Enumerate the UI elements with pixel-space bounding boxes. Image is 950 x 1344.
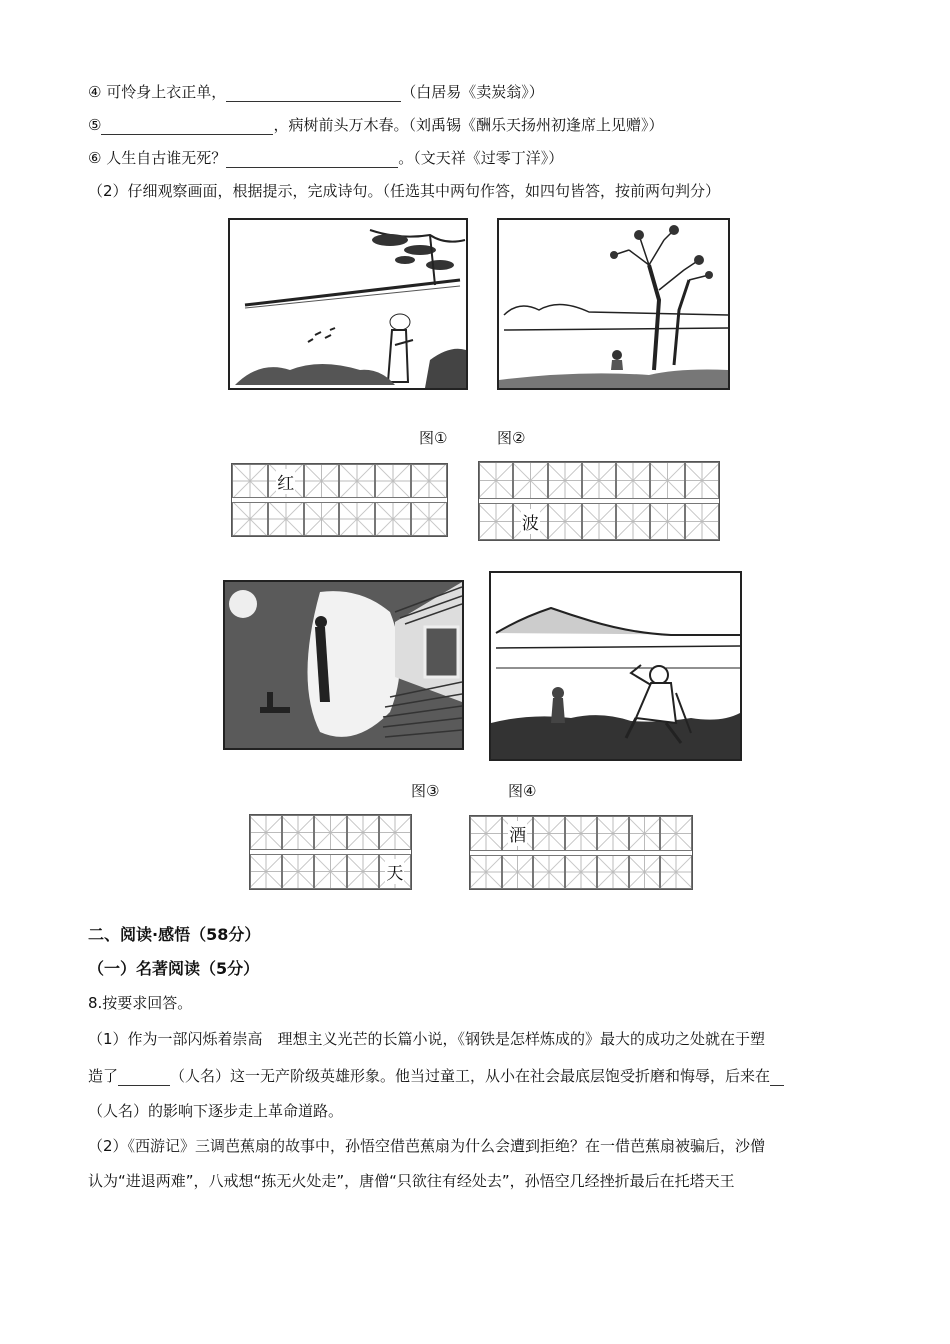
answer-blank[interactable] [118, 1069, 170, 1086]
question-8-1-line-3: （人名）的影响下逐步走上革命道路。 [88, 1102, 344, 1120]
grid-cell[interactable] [268, 502, 304, 536]
grid-cell[interactable] [339, 502, 375, 536]
hint-char-fig-4: 酒 [508, 821, 527, 846]
grid-cell[interactable] [597, 816, 629, 851]
grid-cell[interactable] [616, 503, 650, 540]
grid-cell[interactable] [502, 816, 534, 851]
grid-cell[interactable] [470, 816, 502, 851]
answer-grid-fig-2[interactable] [478, 461, 720, 541]
grid-cell[interactable] [650, 462, 684, 499]
grid-cell[interactable] [660, 816, 692, 851]
grid-cell[interactable] [582, 503, 616, 540]
caption-fig-3: 图③ [411, 782, 440, 800]
grid-cell[interactable] [565, 855, 597, 890]
grid-cell[interactable] [379, 815, 411, 850]
grid-cell[interactable] [232, 502, 268, 536]
caption-fig-1: 图① [419, 429, 448, 447]
grid-cell[interactable] [685, 503, 719, 540]
poem-5-prefix: ⑤ [88, 116, 102, 134]
question-8-2-line-2: 认为“进退两难”，八戒想“拣无火处走”，唐僧“只欲往有经处去”，孙悟空几经挫折最后在托塔天王 [88, 1172, 735, 1190]
grid-cell[interactable] [268, 464, 304, 498]
grid-cell[interactable] [548, 462, 582, 499]
section-title: 二、阅读·感悟（58分） [88, 925, 261, 944]
grid-cell[interactable] [375, 464, 411, 498]
question-8-1-line-2 [88, 1066, 784, 1086]
poem-4-suffix: （白居易《卖炭翁》） [401, 83, 544, 101]
hint-char-fig-3: 天 [385, 859, 404, 884]
grid-cell[interactable] [375, 502, 411, 536]
grid-cell[interactable] [282, 854, 314, 889]
grid-cell[interactable] [314, 815, 346, 850]
answer-blank[interactable] [226, 85, 401, 102]
hint-char-fig-1: 红 [276, 469, 295, 494]
question-8: 8.按要求回答。 [88, 994, 193, 1012]
q8-1-pre: 造了 [88, 1067, 119, 1085]
grid-cell[interactable] [250, 854, 282, 889]
grid-cell[interactable] [411, 464, 447, 498]
figure-3-image [223, 580, 464, 750]
question-8-1-line-1: （1）作为一部闪烁着崇高 理想主义光芒的长篇小说，《钢铁是怎样炼成的》最大的成功之处就在于塑 [88, 1030, 766, 1048]
question-8-2-line-1: （2）《西游记》三调芭蕉扇的故事中，孙悟空借芭蕉扇为什么会遭到拒绝？在一借芭蕉扇被骗后，沙僧 [88, 1137, 766, 1155]
figure-4-image [489, 571, 742, 761]
caption-fig-2: 图② [497, 429, 526, 447]
grid-cell[interactable] [339, 464, 375, 498]
grid-cell[interactable] [565, 816, 597, 851]
grid-cell[interactable] [629, 855, 661, 890]
poem-line-4 [88, 82, 544, 102]
grid-cell[interactable] [533, 816, 565, 851]
figure-1-image [228, 218, 468, 390]
figure-2-image [497, 218, 730, 390]
answer-blank[interactable] [770, 1069, 784, 1086]
grid-cell[interactable] [232, 464, 268, 498]
grid-cell[interactable] [650, 503, 684, 540]
poem-6-prefix: ⑥ 人生自古谁无死？ [88, 149, 227, 167]
grid-cell[interactable] [282, 815, 314, 850]
grid-cell[interactable] [685, 462, 719, 499]
subsection-title: （一）名著阅读（5分） [88, 959, 260, 978]
grid-cell[interactable] [479, 503, 513, 540]
poem-line-5 [88, 115, 663, 135]
grid-cell[interactable] [470, 855, 502, 890]
grid-cell[interactable] [629, 816, 661, 851]
grid-cell[interactable] [502, 855, 534, 890]
grid-cell[interactable] [314, 854, 346, 889]
caption-fig-4: 图④ [508, 782, 537, 800]
grid-cell[interactable] [304, 464, 340, 498]
grid-cell[interactable] [513, 462, 547, 499]
grid-cell[interactable] [250, 815, 282, 850]
answer-grid-fig-4[interactable] [469, 815, 693, 890]
grid-cell[interactable] [533, 855, 565, 890]
answer-blank[interactable] [226, 151, 398, 168]
grid-cell[interactable] [304, 502, 340, 536]
answer-grid-fig-1[interactable] [231, 463, 448, 537]
grid-cell[interactable] [479, 462, 513, 499]
instruction-text: （2）仔细观察画面，根据提示，完成诗句。（任选其中两句作答，如四句皆答，按前两句判分） [88, 182, 721, 200]
grid-cell[interactable] [660, 855, 692, 890]
poem-6-suffix: 。（文天祥《过零丁洋》） [398, 149, 564, 167]
hint-char-fig-2: 波 [521, 509, 540, 534]
grid-cell[interactable] [513, 503, 547, 540]
poem-line-6 [88, 148, 563, 168]
answer-blank[interactable] [101, 118, 273, 135]
grid-cell[interactable] [548, 503, 582, 540]
grid-cell[interactable] [597, 855, 629, 890]
grid-cell[interactable] [411, 502, 447, 536]
grid-cell[interactable] [616, 462, 650, 499]
answer-grid-fig-3[interactable] [249, 814, 412, 890]
grid-cell[interactable] [347, 854, 379, 889]
poem-5-suffix: ，病树前头万木春。（刘禹锡《酬乐天扬州初逢席上见赠》） [273, 116, 664, 134]
grid-cell[interactable] [347, 815, 379, 850]
grid-cell[interactable] [582, 462, 616, 499]
poem-4-prefix: ④ 可怜身上衣正单， [88, 83, 227, 101]
q8-1-mid: （人名）这一无产阶级英雄形象。他当过童工，从小在社会最底层饱受折磨和悔辱，后来在 [170, 1067, 771, 1085]
grid-cell[interactable] [379, 854, 411, 889]
